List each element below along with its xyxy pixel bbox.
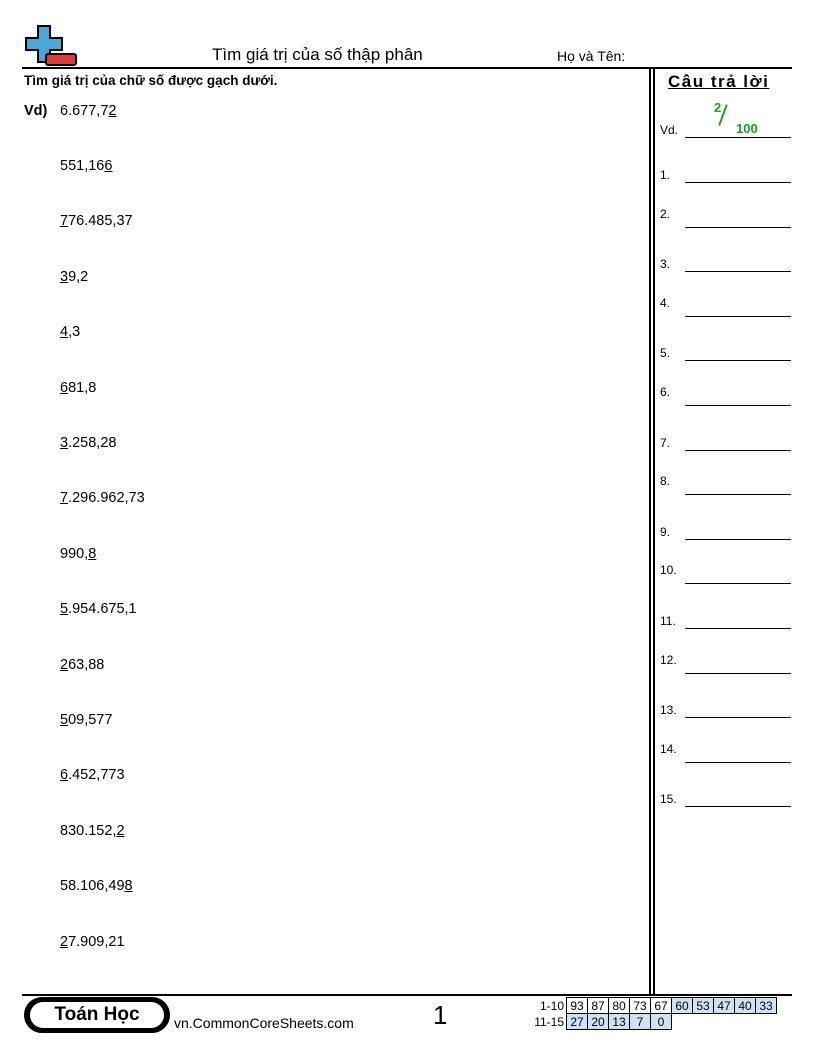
underlined-digit: 7 bbox=[60, 213, 69, 230]
score-table bbox=[528, 997, 777, 1030]
score-cell: 0 bbox=[651, 1014, 672, 1030]
underlined-digit: 3 bbox=[60, 435, 69, 451]
question-value: 3.258,28 bbox=[60, 435, 117, 451]
answer-blank[interactable] bbox=[685, 806, 791, 807]
answer-blank[interactable] bbox=[685, 360, 791, 361]
brand-badge bbox=[24, 997, 170, 1033]
answer-label: 6. bbox=[660, 385, 671, 399]
question-value: 6.452,773 bbox=[60, 767, 125, 784]
underlined-digit: 3 bbox=[60, 268, 69, 285]
score-cell: 93 bbox=[567, 998, 588, 1014]
underlined-digit: 2 bbox=[60, 656, 69, 673]
answer-label: 12. bbox=[660, 652, 677, 667]
score-cell: 7 bbox=[630, 1014, 651, 1030]
score-cell: 73 bbox=[630, 998, 651, 1014]
page-number: 1 bbox=[433, 1000, 448, 1030]
answer-blank[interactable] bbox=[685, 539, 791, 540]
answer-label: 11. bbox=[660, 614, 676, 628]
score-cell: 67 bbox=[651, 998, 672, 1014]
underlined-digit: 2 bbox=[60, 933, 69, 950]
answer-blank[interactable] bbox=[685, 583, 791, 584]
question-value: 681,8 bbox=[60, 379, 97, 396]
column-divider bbox=[653, 67, 655, 995]
score-row-label: 11-15 bbox=[534, 1014, 564, 1029]
underlined-digit: 7 bbox=[60, 490, 69, 507]
answer-label: 8. bbox=[660, 474, 671, 489]
underlined-digit: 2 bbox=[116, 822, 125, 839]
answer-label: 10. bbox=[660, 563, 677, 578]
question-value: 27.909,21 bbox=[60, 933, 125, 950]
plus-minus-logo-icon bbox=[24, 24, 80, 68]
example-answer-fraction bbox=[714, 100, 774, 140]
score-row-label: 1-10 bbox=[539, 998, 564, 1013]
answer-blank[interactable] bbox=[685, 673, 791, 674]
answer-label: 14. bbox=[660, 741, 677, 756]
header-divider bbox=[22, 67, 792, 69]
score-cell: 60 bbox=[672, 998, 693, 1014]
score-row bbox=[528, 998, 777, 1014]
answer-label: 4. bbox=[660, 295, 671, 310]
underlined-digit: 8 bbox=[124, 878, 133, 895]
question-value: 58.106,498 bbox=[60, 878, 133, 895]
score-cell: 27 bbox=[567, 1014, 588, 1030]
question-value: 990,8 bbox=[60, 545, 97, 562]
question-value: 776.485,37 bbox=[60, 213, 133, 230]
underlined-digit: 8 bbox=[88, 545, 97, 562]
answer-label: 7. bbox=[660, 435, 671, 450]
answer-blank[interactable] bbox=[685, 450, 791, 451]
question-value: 551,166 bbox=[60, 158, 113, 174]
underlined-digit: 5 bbox=[60, 712, 69, 728]
question-value: 39,2 bbox=[60, 268, 89, 285]
answer-label: 2. bbox=[660, 206, 671, 221]
underlined-digit: 6 bbox=[104, 158, 113, 174]
question-value: 509,577 bbox=[60, 712, 113, 728]
example-denominator: 100 bbox=[736, 121, 758, 136]
underlined-digit: 6 bbox=[60, 379, 69, 396]
footer-divider bbox=[22, 994, 792, 996]
column-divider bbox=[649, 67, 651, 995]
answer-blank[interactable] bbox=[685, 227, 791, 228]
answers-title: Câu trả lời bbox=[668, 72, 770, 91]
instructions: Tìm giá trị của chữ số được gạch dưới. bbox=[24, 73, 278, 88]
answer-label: 1. bbox=[660, 168, 671, 182]
answer-label: 5. bbox=[660, 346, 671, 361]
answer-blank[interactable] bbox=[685, 628, 791, 629]
score-cell: 33 bbox=[756, 998, 777, 1014]
score-cell: 40 bbox=[735, 998, 756, 1014]
score-cell: 20 bbox=[588, 1014, 609, 1030]
score-cell: 87 bbox=[588, 998, 609, 1014]
score-cell: 13 bbox=[609, 1014, 630, 1030]
answer-blank[interactable] bbox=[685, 316, 791, 317]
answer-blank[interactable] bbox=[685, 494, 791, 495]
score-row bbox=[528, 1014, 777, 1030]
answer-blank[interactable] bbox=[685, 271, 791, 272]
underlined-digit: 6 bbox=[60, 767, 69, 784]
answer-blank[interactable] bbox=[685, 717, 791, 718]
name-label: Họ và Tên: bbox=[557, 48, 626, 64]
example-numerator: 2 bbox=[714, 100, 722, 115]
score-cell: 53 bbox=[693, 998, 714, 1014]
answer-label: 15. bbox=[660, 792, 677, 807]
underlined-digit: 4 bbox=[60, 324, 69, 341]
question-value: 4,3 bbox=[60, 324, 81, 341]
score-cell: 47 bbox=[714, 998, 735, 1014]
question-value: 5.954.675,1 bbox=[60, 601, 137, 618]
question-value: 263,88 bbox=[60, 656, 105, 673]
answer-label: 13. bbox=[660, 703, 677, 718]
site-url: vn.CommonCoreSheets.com bbox=[174, 1015, 354, 1031]
underlined-digit: 5 bbox=[60, 601, 69, 618]
answer-example-label: Vd. bbox=[660, 123, 679, 137]
question-value: 7.296.962,73 bbox=[60, 490, 145, 507]
score-cell: 80 bbox=[609, 998, 630, 1014]
answer-label: 9. bbox=[660, 524, 671, 539]
answer-label: 3. bbox=[660, 257, 671, 272]
worksheet-title: Tìm giá trị của số thập phân bbox=[212, 45, 423, 64]
answer-blank[interactable] bbox=[685, 762, 791, 763]
example-label: Vd) bbox=[24, 103, 48, 119]
answer-blank[interactable] bbox=[685, 182, 791, 183]
brand-label: Toán Học bbox=[30, 1002, 164, 1028]
answer-blank[interactable] bbox=[685, 405, 791, 406]
example-value: 6.677,72 bbox=[60, 103, 117, 119]
underlined-digit: 2 bbox=[108, 103, 117, 119]
question-value: 830.152,2 bbox=[60, 822, 125, 839]
